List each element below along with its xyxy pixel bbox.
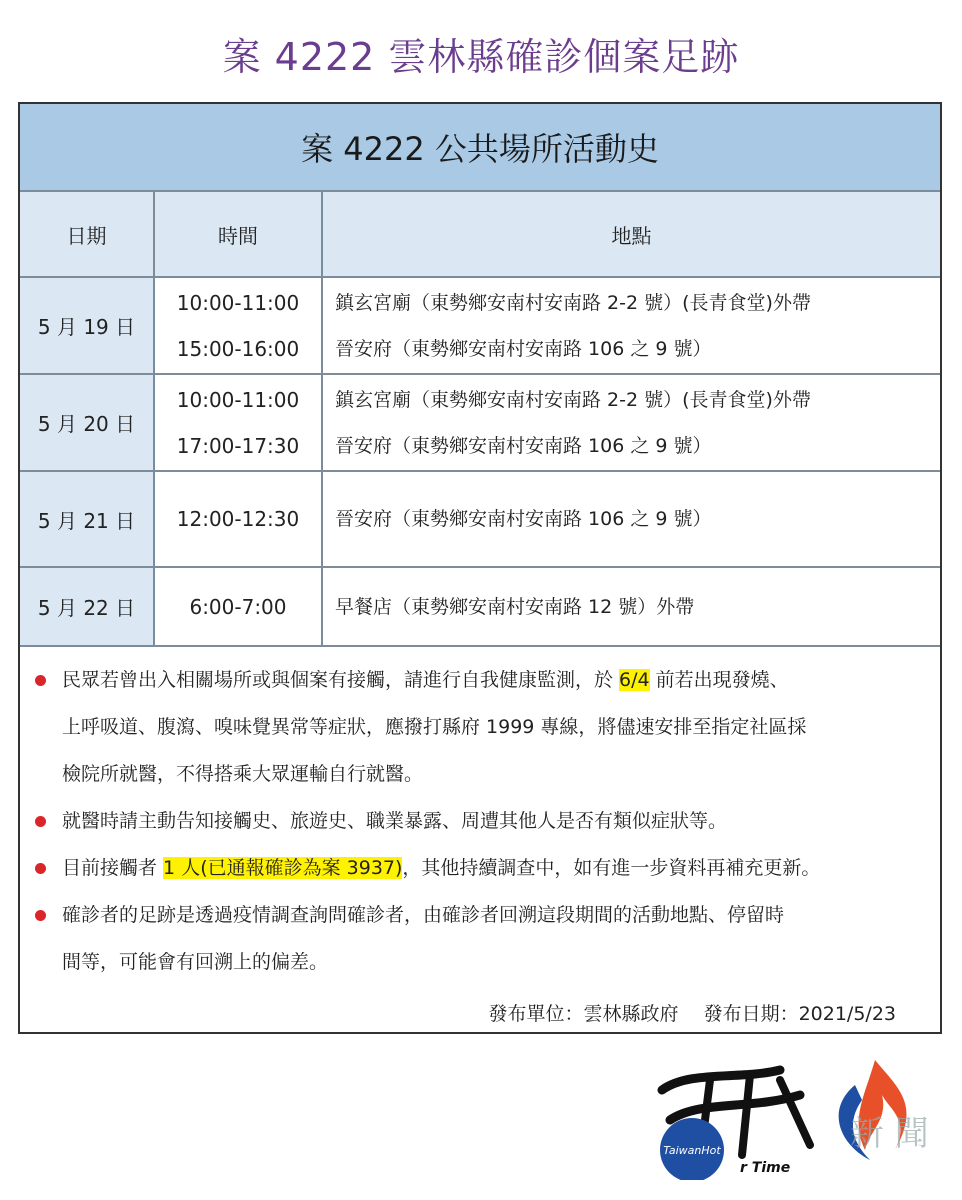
note-text: 間等，可能會有回溯上的偏差。 <box>62 951 329 973</box>
note-text: 就醫時請主動告知接觸史、旅遊史、職業暴露、周遭其他人是否有類似症狀等。 <box>62 810 728 832</box>
table-row <box>20 568 940 647</box>
highlight-case: (已通報確診為案 3937) <box>200 857 403 879</box>
row-time: 10:00-11:00 <box>176 387 300 412</box>
bullet-dot-icon <box>35 863 46 874</box>
table-row <box>20 375 940 472</box>
note-text: 前若出現發燒、 <box>649 669 789 691</box>
taiwanhot-logo <box>650 1050 950 1180</box>
row-time: 12:00-12:30 <box>176 507 300 531</box>
note-text: 民眾若曾出入相關場所或與個案有接觸，請進行自我健康監測，於 <box>62 669 620 691</box>
svg-text:新 聞: 新 聞 <box>850 1114 929 1154</box>
note-contacts <box>32 845 920 892</box>
note-text: 檢院所就醫，不得搭乘大眾運輸自行就醫。 <box>62 763 424 785</box>
row-times <box>155 472 323 566</box>
row-place: 鎮玄宮廟（東勢鄉安南村安南路 2-2 號）(長青食堂)外帶 <box>335 388 811 411</box>
row-times <box>155 375 323 470</box>
notes-section <box>20 647 940 1034</box>
bullet-dot-icon <box>35 675 46 686</box>
highlight-count: 1 人 <box>163 857 201 879</box>
highlight-date: 6/4 <box>619 669 650 691</box>
row-places <box>323 278 940 373</box>
row-date: 5 月 19 日 <box>20 278 155 373</box>
row-time: 6:00-7:00 <box>189 594 287 619</box>
row-place: 鎮玄宮廟（東勢鄉安南村安南路 2-2 號）(長青食堂)外帶 <box>335 291 811 314</box>
row-times <box>155 568 323 645</box>
note-medical <box>32 798 920 845</box>
page-title: 案 4222 雲林縣確診個案足跡 <box>222 35 740 79</box>
row-places <box>323 568 940 645</box>
table-row <box>20 278 940 375</box>
row-date: 5 月 20 日 <box>20 375 155 470</box>
table-header-row <box>20 192 940 278</box>
table-row <box>20 472 940 568</box>
note-monitoring <box>32 657 920 798</box>
row-times <box>155 278 323 373</box>
row-time: 10:00-11:00 <box>176 290 300 315</box>
bullet-dot-icon <box>35 910 46 921</box>
row-places <box>323 472 940 566</box>
svg-text:r Time: r Time <box>740 1160 791 1176</box>
row-place: 晉安府（東勢鄉安南村安南路 106 之 9 號） <box>335 508 712 530</box>
bullet-dot-icon <box>35 816 46 827</box>
footprint-table-frame <box>18 102 942 1034</box>
note-text: 目前接觸者 <box>62 857 164 879</box>
row-time: 15:00-16:00 <box>176 336 300 361</box>
header-place: 地點 <box>611 223 652 248</box>
row-time: 17:00-17:30 <box>176 433 300 458</box>
header-date: 日期 <box>20 192 155 276</box>
publisher-footer: 發布單位：雲林縣政府 發布日期：2021/5/23 <box>488 1003 896 1025</box>
row-place: 晉安府（東勢鄉安南村安南路 106 之 9 號） <box>335 434 712 457</box>
note-disclaimer <box>32 892 920 986</box>
row-date: 5 月 22 日 <box>20 568 155 645</box>
note-text: 上呼吸道、腹瀉、嗅味覺異常等症狀，應撥打縣府 1999 專線，將儘速安排至指定社區採 <box>62 716 807 738</box>
note-text: 確診者的足跡是透過疫情調查詢問確診者，由確診者回溯這段期間的活動地點、停留時 <box>62 904 785 926</box>
row-place: 早餐店（東勢鄉安南村安南路 12 號）外帶 <box>335 595 695 618</box>
row-place: 晉安府（東勢鄉安南村安南路 106 之 9 號） <box>335 337 712 360</box>
svg-text:TaiwanHot: TaiwanHot <box>663 1144 721 1157</box>
note-text: ，其他持續調查中，如有進一步資料再補充更新。 <box>402 857 821 879</box>
row-date: 5 月 21 日 <box>20 472 155 566</box>
row-places <box>323 375 940 470</box>
header-time: 時間 <box>155 192 323 276</box>
table-title: 案 4222 公共場所活動史 <box>20 104 940 192</box>
